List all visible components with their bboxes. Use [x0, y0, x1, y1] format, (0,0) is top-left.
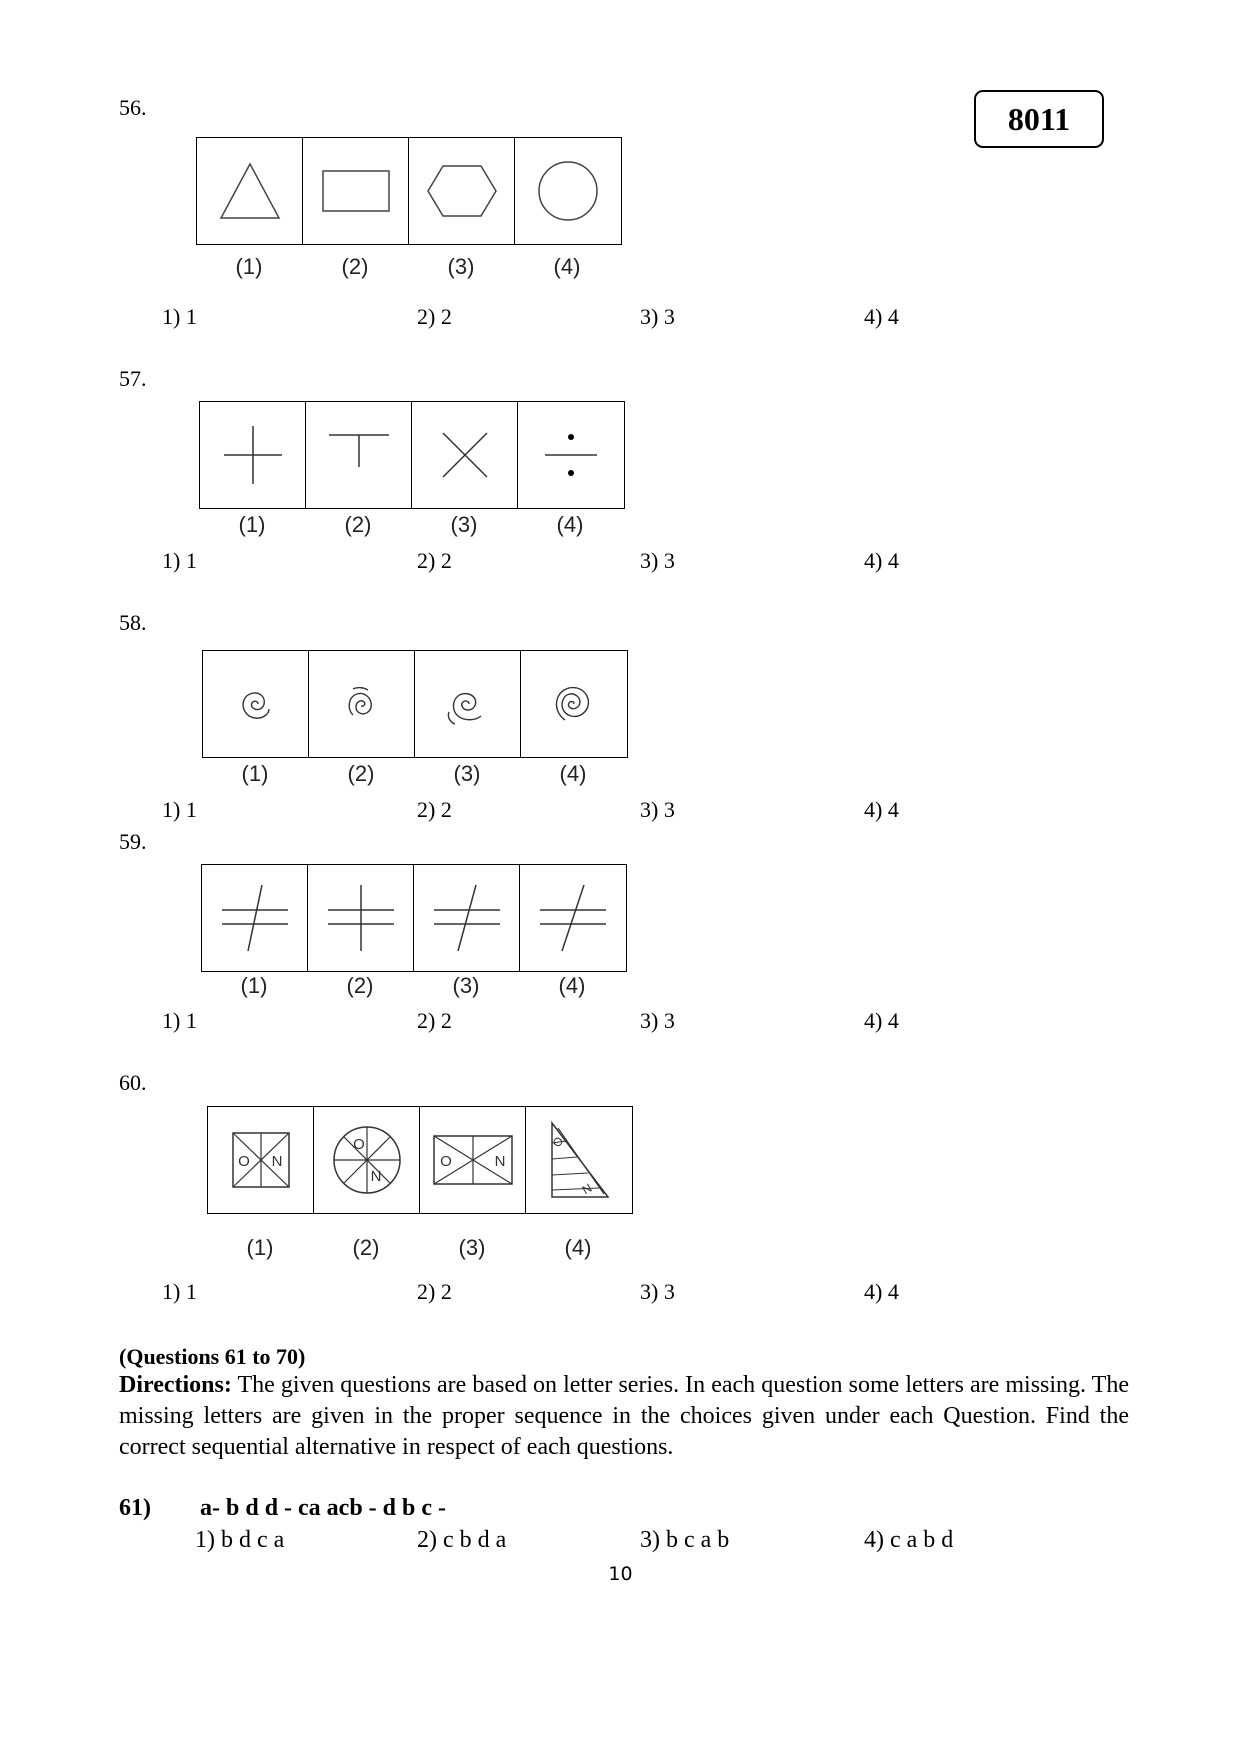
plus-icon — [200, 402, 306, 508]
figure-letter-o: O — [439, 1153, 452, 1170]
triangle-icon — [197, 138, 303, 244]
option-1[interactable]: 1) 1 — [162, 1008, 197, 1033]
division-icon — [518, 402, 624, 508]
square-divided-icon — [208, 1107, 314, 1213]
figure-label: (3) — [452, 973, 480, 998]
figure-letter-n: N — [271, 1153, 282, 1170]
x-cross-icon — [412, 402, 518, 508]
option-4[interactable]: 4) 4 — [864, 797, 899, 822]
option-3[interactable]: 3) 3 — [640, 1008, 675, 1033]
option-1[interactable]: 1) 1 — [162, 548, 197, 573]
parallel-lines-vertical-icon — [308, 865, 414, 971]
hexagon-icon — [409, 138, 515, 244]
option-4[interactable]: 4) 4 — [864, 1279, 899, 1304]
figure-label: (1) — [241, 761, 269, 786]
figure-label: (4) — [559, 761, 587, 786]
figure-label: (4) — [553, 254, 581, 279]
figure-label: (3) — [458, 1235, 486, 1260]
spiral-icon — [415, 651, 521, 757]
question-58-number: 58. — [119, 610, 147, 635]
directions-text — [119, 1370, 1129, 1463]
option-3[interactable]: 3) 3 — [640, 797, 675, 822]
option-4[interactable]: 4) 4 — [864, 548, 899, 573]
option-1[interactable]: 1) b d c a — [195, 1527, 285, 1553]
figure-label: (4) — [564, 1235, 592, 1260]
option-4[interactable]: 4) 4 — [864, 304, 899, 329]
parallel-lines-slash-icon — [202, 865, 308, 971]
question-56-number: 56. — [119, 95, 147, 120]
circle-icon — [515, 138, 621, 244]
option-2[interactable]: 2) 2 — [417, 548, 452, 573]
option-2[interactable]: 2) c b d a — [417, 1527, 507, 1553]
question-59-number: 59. — [119, 829, 147, 854]
figure-letter-n: N — [579, 1180, 595, 1198]
figure-label: (3) — [453, 761, 481, 786]
option-2[interactable]: 2) 2 — [417, 797, 452, 822]
question-61-stem: a- b d d - ca acb - d b c - — [200, 1495, 447, 1521]
option-4[interactable]: 4) 4 — [864, 1008, 899, 1033]
option-2[interactable]: 2) 2 — [417, 304, 452, 329]
option-1[interactable]: 1) 1 — [162, 1279, 197, 1304]
question-60-number: 60. — [119, 1070, 147, 1095]
question-59-figure — [201, 864, 627, 972]
spiral-icon — [309, 651, 415, 757]
figure-letter-n: N — [494, 1153, 505, 1170]
figure-label: (2) — [341, 254, 369, 279]
page-number: 10 — [608, 1563, 633, 1585]
question-57-number: 57. — [119, 366, 147, 391]
option-4[interactable]: 4) c a b d — [864, 1527, 954, 1553]
figure-label: (1) — [235, 254, 263, 279]
question-56-figure-labels — [196, 254, 620, 280]
figure-label: (2) — [352, 1235, 380, 1260]
question-57-figure-labels — [199, 512, 623, 538]
figure-label: (2) — [346, 973, 374, 998]
figure-label: (1) — [238, 512, 266, 537]
question-58-figure-labels — [202, 761, 626, 787]
exam-code: 8011 — [1007, 101, 1071, 137]
option-3[interactable]: 3) b c a b — [640, 1527, 730, 1553]
figure-label: (2) — [347, 761, 375, 786]
parallel-lines-slash-icon — [520, 865, 626, 971]
question-57-figure — [199, 401, 625, 509]
rectangle-icon — [303, 138, 409, 244]
figure-letter-n: N — [370, 1168, 381, 1185]
figure-label: (3) — [450, 512, 478, 537]
question-56-figure — [196, 137, 622, 245]
rectangle-divided-icon — [420, 1107, 526, 1213]
directions-heading: (Questions 61 to 70) — [119, 1344, 306, 1369]
option-1[interactable]: 1) 1 — [162, 304, 197, 329]
figure-letter-o: O — [352, 1136, 365, 1153]
question-58-figure — [202, 650, 628, 758]
option-1[interactable]: 1) 1 — [162, 797, 197, 822]
question-61-number: 61) — [119, 1495, 151, 1521]
option-2[interactable]: 2) 2 — [417, 1279, 452, 1304]
question-60-figure — [207, 1106, 633, 1214]
figure-label: (2) — [344, 512, 372, 537]
figure-label: (1) — [240, 973, 268, 998]
spiral-icon — [521, 651, 627, 757]
option-3[interactable]: 3) 3 — [640, 304, 675, 329]
t-shape-icon — [306, 402, 412, 508]
option-3[interactable]: 3) 3 — [640, 1279, 675, 1304]
question-60-figure-labels — [207, 1235, 631, 1261]
spiral-icon — [203, 651, 309, 757]
directions-body: The given questions are based on letter series. In each question some letters are missing. The missing letters are given in the proper sequence in the choices given under each Question. Find the correct sequential alternative in respect of each questions. — [119, 1372, 1129, 1460]
figure-label: (1) — [246, 1235, 274, 1260]
triangle-divided-icon — [526, 1107, 632, 1213]
question-59-figure-labels — [201, 973, 625, 999]
exam-code-box — [974, 90, 1104, 148]
figure-label: (4) — [558, 973, 586, 998]
figure-label: (4) — [556, 512, 584, 537]
option-3[interactable]: 3) 3 — [640, 548, 675, 573]
figure-label: (3) — [447, 254, 475, 279]
option-2[interactable]: 2) 2 — [417, 1008, 452, 1033]
parallel-lines-slash-icon — [414, 865, 520, 971]
directions-label: Directions: — [119, 1372, 232, 1398]
figure-letter-o: O — [549, 1134, 567, 1150]
circle-divided-icon — [314, 1107, 420, 1213]
figure-letter-o: O — [237, 1153, 250, 1170]
